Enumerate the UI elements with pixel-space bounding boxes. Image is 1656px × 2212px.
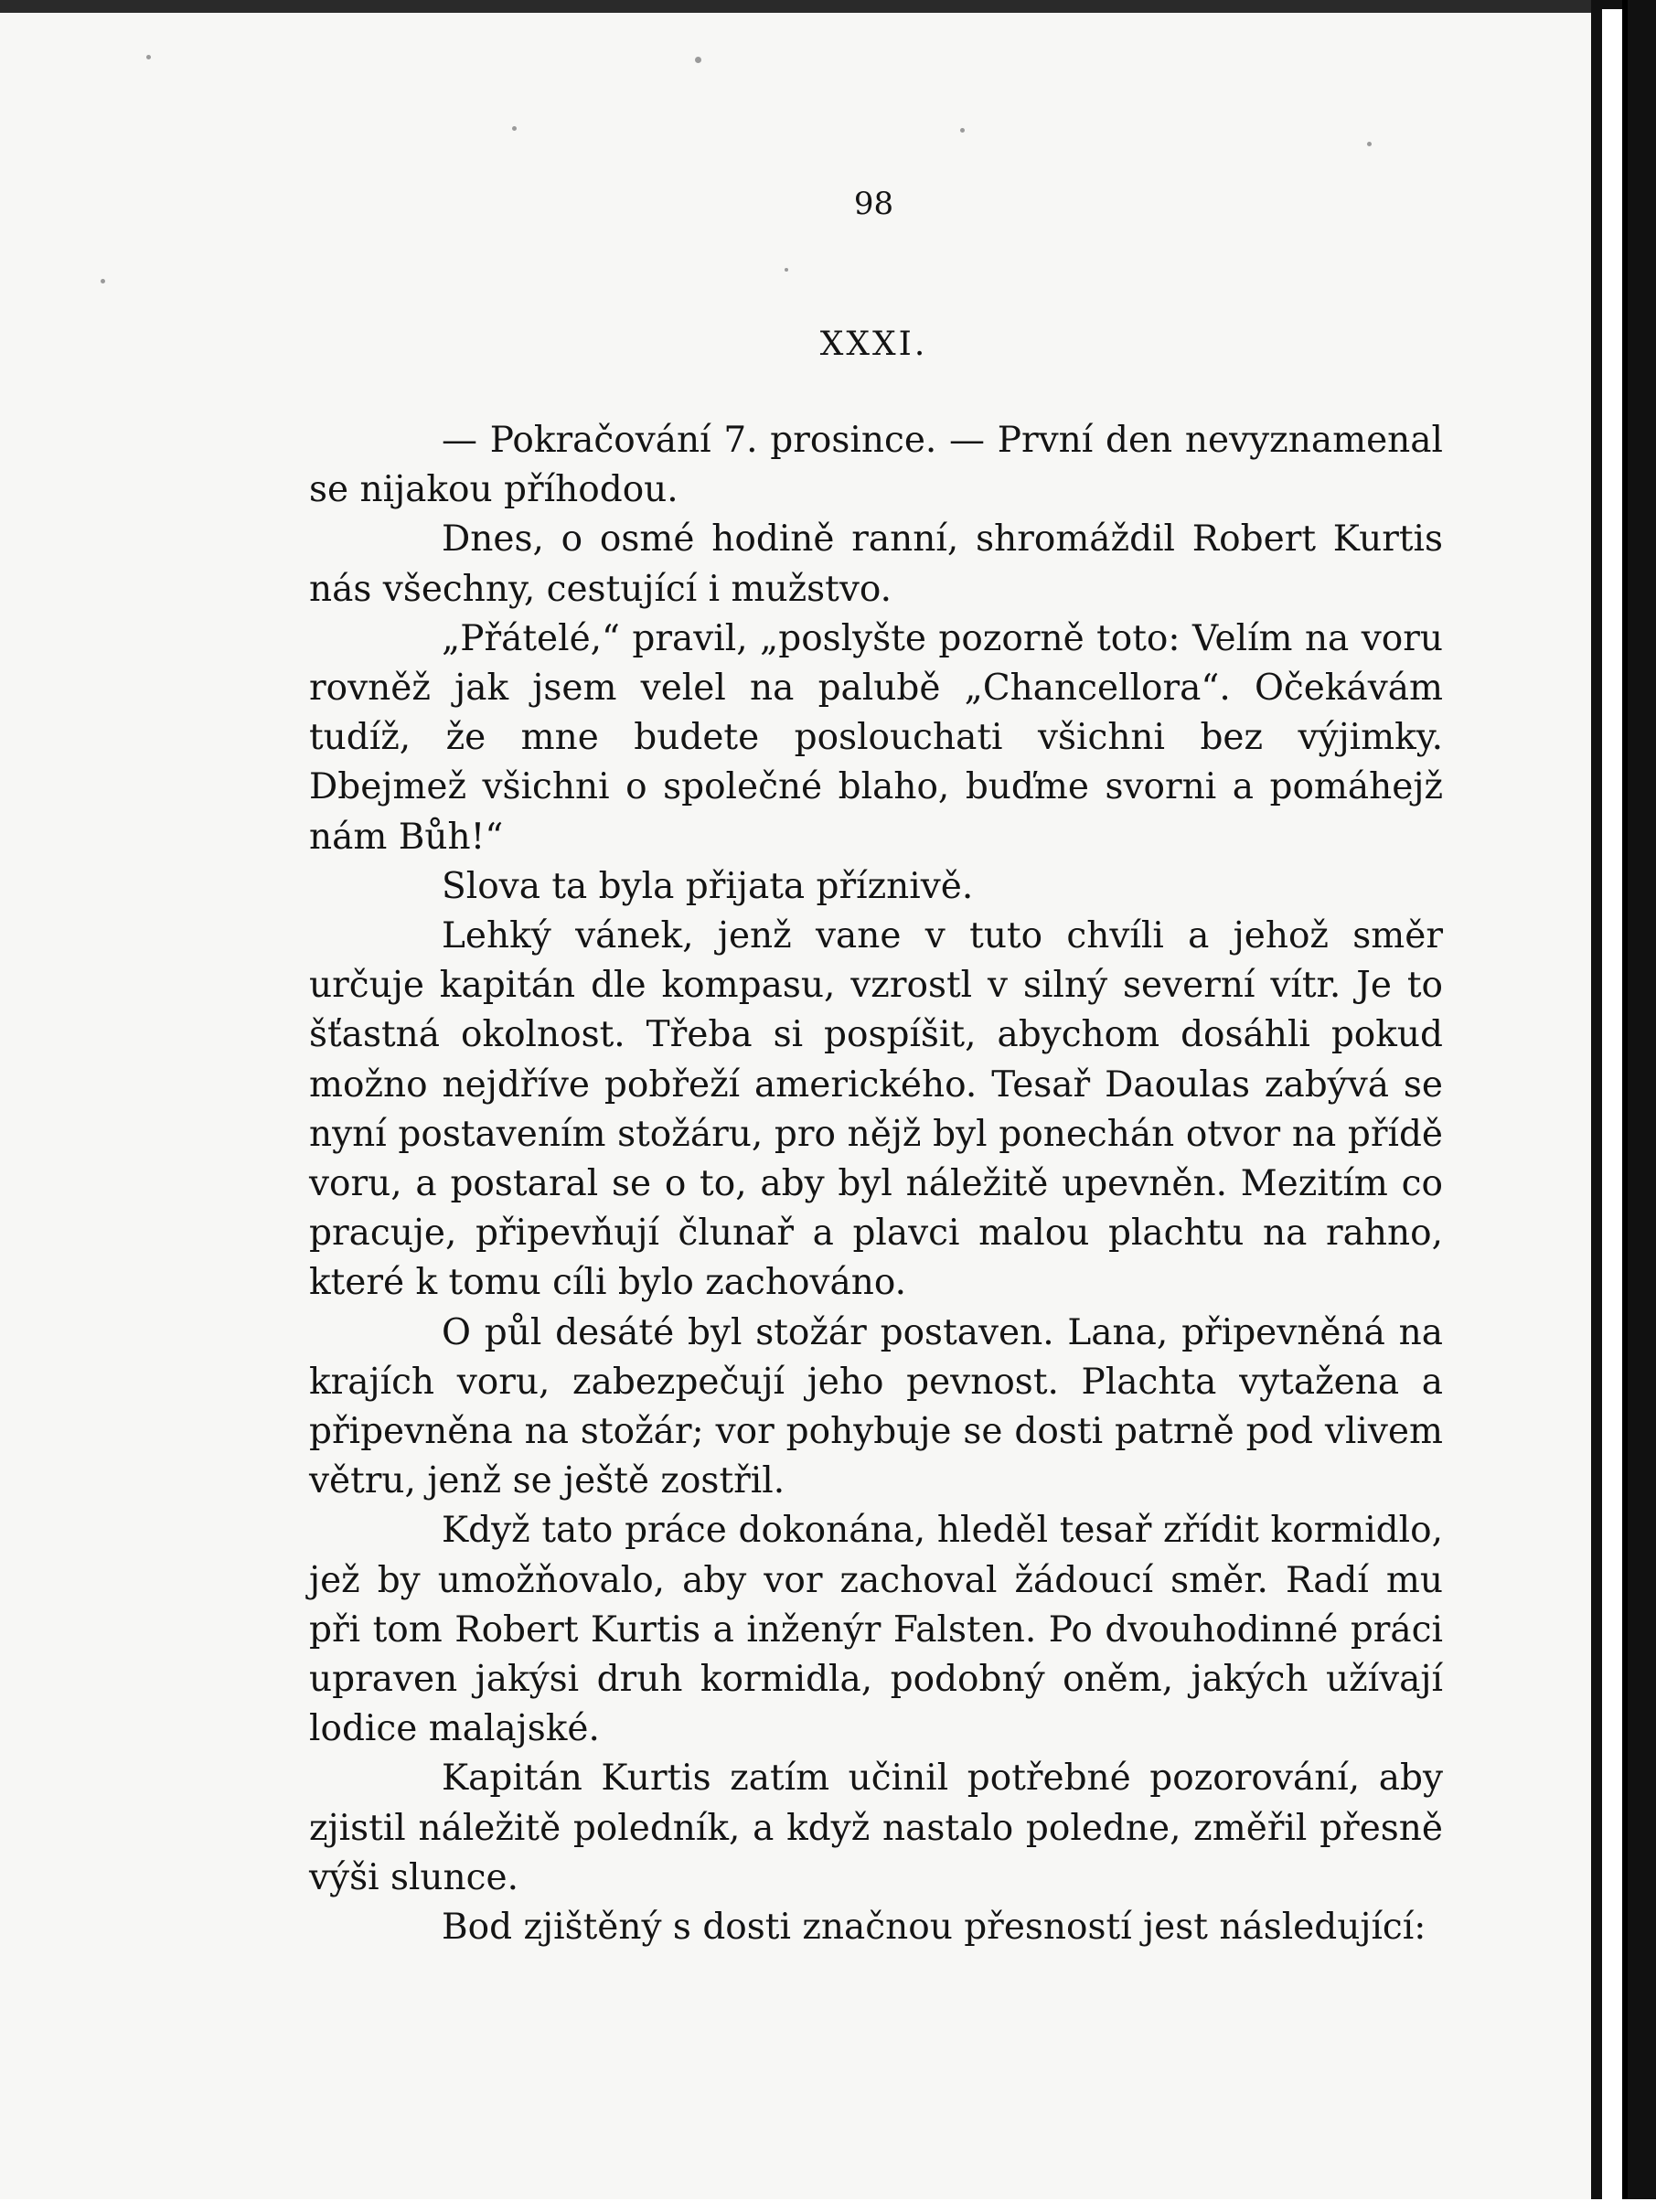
scan-top-edge [0,0,1656,13]
paragraph: O půl desáté byl stožár postaven. Lana, připevněná na krajích voru, zabezpečují jeho pevnost. Plachta vytažena a připevněna na stožár; vor pohybuje se dosti patrně pod vlivem větru, jenž se ještě zostřil. [309,1311,1443,1502]
paragraph: Bod zjištěný s dosti značnou přesností jest následující: [442,1907,1426,1949]
paragraph: Kapitán Kurtis zatím učinil potřebné pozorování, aby zjistil náležitě poledník, a když nastalo poledne, změřil přesně výši slunce. [309,1758,1443,1898]
paper-speck [1367,142,1372,146]
page-number: 98 [853,186,894,222]
paragraph: Když tato práce dokonána, hleděl tesař zřídit kormidlo, jež by umožňovalo, aby vor zachoval žádoucí směr. Radí mu při tom Robert Kurtis a inženýr Falsten. Po dvouhodinné práci upraven jakýsi druh kormidla, podobný oněm, jakých užívají lodice malajské. [309,1510,1443,1750]
paragraph: „Přátelé,“ pravil, „poslyšte pozorně toto: Velím na voru rovněž jak jsem velel na palubě „Chancellora“. Očekávám tudíž, že mne budete poslouchati všichni bez výjimky. Dbejmež všichni o společné blaho, buďme svorni a pomáhejž nám Bůh!“ [309,617,1443,858]
paper-speck [101,279,105,283]
body-text [309,416,1443,1952]
scan-right-margin [1602,9,1622,2199]
scan-right-border [1622,0,1628,2212]
paragraph: Dnes, o osmé hodině ranní, shromáždil Robert Kurtis nás všechny, cestující i mužstvo. [309,518,1443,610]
scan-bottom-edge [0,2199,1656,2212]
paper-speck [785,268,788,272]
chapter-title: XXXI. [819,326,928,363]
paper-speck [695,57,701,63]
paragraph: — Pokračování 7. prosince. — První den nevyznamenal se nijakou příhodou. [309,420,1443,511]
paper-speck [146,55,151,59]
paragraph: Lehký vánek, jenž vane v tuto chvíli a jehož směr určuje kapitán dle kompasu, vzrostl v silný severní vítr. Je to šťastná okolnost. Třeba si pospíšit, abychom dosáhli pokud možno nejdříve pobřeží amerického. Tesař Daoulas zabývá se nyní postavením stožáru, pro nějž byl ponechán otvor na přídě voru, a postaral se o to, aby byl náležitě upevněn. Mezitím co pracuje, připevňují člunař a plavci malou plachtu na rahno, které k tomu cíli bylo zachováno. [309,915,1443,1304]
paper-speck [960,128,965,133]
paper-speck [512,126,517,131]
paragraph: Slova ta byla přijata příznivě. [442,865,974,907]
